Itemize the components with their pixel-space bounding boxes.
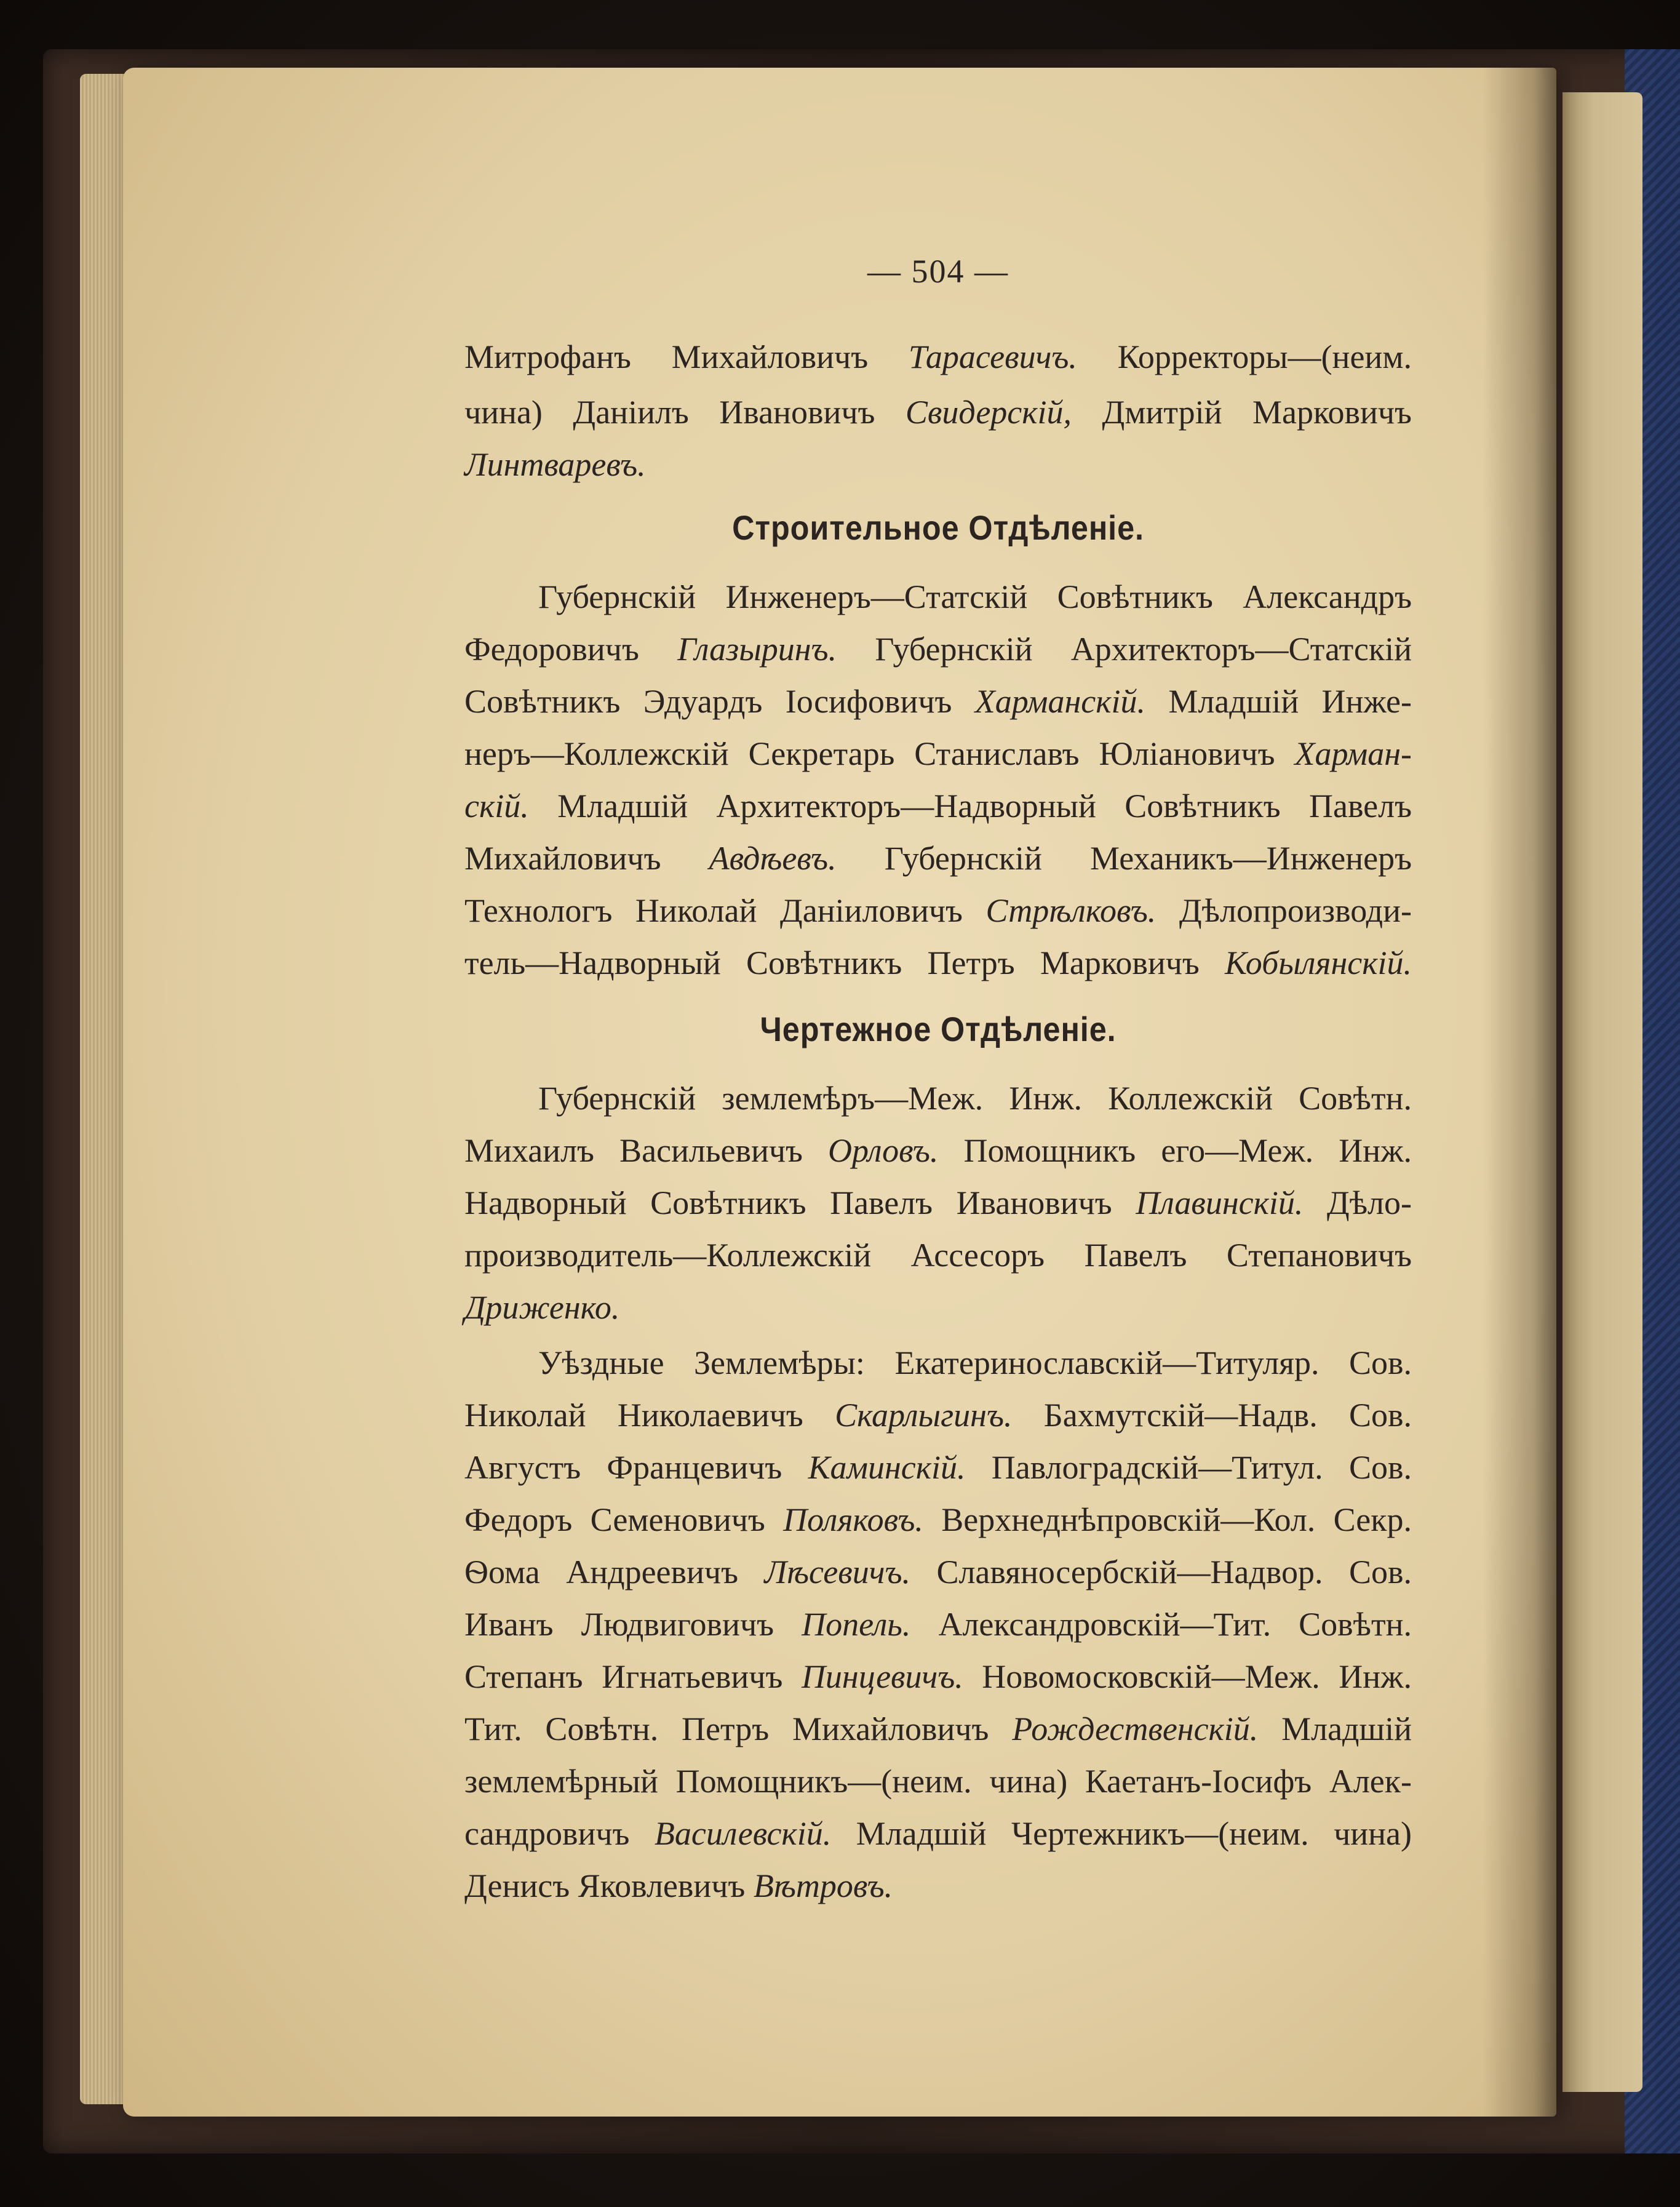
text-line bbox=[464, 1658, 1412, 1695]
text-line bbox=[464, 1184, 1412, 1221]
text-line bbox=[464, 1554, 1412, 1590]
book-page bbox=[123, 68, 1556, 2117]
text-span: Митрофанъ Михайловичъ bbox=[464, 338, 909, 375]
text-span: Губернскій Механикъ—Инженеръ bbox=[836, 840, 1412, 877]
text-span: Ѳома Андреевичъ bbox=[464, 1554, 765, 1590]
text-line bbox=[464, 338, 1412, 375]
text-span: Новомосковскій—Меж. Инж. bbox=[963, 1658, 1412, 1695]
text-span: Федоровичъ bbox=[464, 631, 678, 668]
text-span: производитель—Коллежскій Ассесоръ Павелъ Степановичъ bbox=[464, 1237, 1412, 1274]
italic-name: Плавинскій. bbox=[1136, 1184, 1304, 1221]
italic-name: Василевскій. bbox=[654, 1815, 832, 1852]
italic-name: Пинцевичъ. bbox=[801, 1658, 963, 1695]
text-span: тель—Надворный Совѣтникъ Петръ Марковичъ bbox=[464, 944, 1225, 981]
text-span: Младшій Чертежникъ—(неим. чина) bbox=[831, 1815, 1412, 1852]
text-span: Губернскій Инженеръ—Статскій Совѣтникъ Александръ bbox=[538, 578, 1412, 615]
page-gutter-shadow bbox=[1483, 68, 1556, 2117]
text-span: чина) Даніилъ Ивановичъ bbox=[464, 394, 906, 431]
text-span: сандровичъ bbox=[464, 1815, 655, 1852]
text-line bbox=[464, 944, 1412, 981]
text-span: Денисъ Яковлевичъ bbox=[464, 1867, 754, 1904]
text-line bbox=[464, 1237, 1412, 1274]
text-span: Тит. Совѣтн. Петръ Михайловичъ bbox=[464, 1710, 1013, 1747]
text-span: Верхнеднѣпровскій—Кол. Секр. bbox=[923, 1501, 1412, 1538]
text-span: Михайловичъ bbox=[464, 840, 709, 877]
text-span: Надворный Совѣтникъ Павелъ Ивановичъ bbox=[464, 1184, 1136, 1221]
italic-name: Авдѣевъ. bbox=[709, 840, 837, 877]
text-line bbox=[464, 735, 1412, 772]
italic-name: Харман- bbox=[1294, 735, 1412, 772]
text-line bbox=[464, 1867, 1412, 1904]
text-span: Младшій bbox=[1258, 1710, 1412, 1747]
italic-name: Рождественскій. bbox=[1012, 1710, 1259, 1747]
text-line bbox=[464, 788, 1412, 824]
text-span: Дѣлопроизводи- bbox=[1156, 892, 1412, 929]
text-line bbox=[464, 1501, 1412, 1538]
section-heading-drafting: Чертежное Отдѣленіе. bbox=[760, 1010, 1117, 1048]
text-span: Технологъ Николай Даніиловичъ bbox=[464, 892, 986, 929]
italic-name: Стрѣлковъ. bbox=[985, 892, 1156, 929]
text-line bbox=[464, 1397, 1412, 1434]
italic-name: Свидерскій, bbox=[905, 394, 1072, 431]
text-span: Николай Николаевичъ bbox=[464, 1397, 835, 1434]
italic-name: Каминскій. bbox=[808, 1449, 966, 1486]
section-heading-construction: Строительное Отдѣленіе. bbox=[732, 508, 1144, 547]
page-number: — 504 — bbox=[867, 253, 1009, 290]
text-line bbox=[464, 1815, 1412, 1852]
text-line bbox=[464, 1606, 1412, 1643]
text-line bbox=[464, 1080, 1412, 1117]
italic-name: Попель. bbox=[802, 1606, 911, 1643]
text-span: Дѣло- bbox=[1303, 1184, 1412, 1221]
text-span: Славяносербскій—Надвор. Сов. bbox=[910, 1554, 1412, 1590]
text-line bbox=[464, 1763, 1412, 1800]
text-line bbox=[464, 1344, 1412, 1381]
italic-name: Вѣтровъ. bbox=[753, 1867, 893, 1904]
text-span: Иванъ Людвиговичъ bbox=[464, 1606, 802, 1643]
text-span: Федоръ Семеновичъ bbox=[464, 1501, 784, 1538]
text-line bbox=[464, 1449, 1412, 1486]
italic-name: Линтваревъ. bbox=[464, 446, 646, 483]
text-span: Августъ Францевичъ bbox=[464, 1449, 808, 1486]
text-line bbox=[464, 578, 1412, 615]
text-line bbox=[464, 1132, 1412, 1169]
text-span: землемѣрный Помощникъ—(неим. чина) Каетанъ-Іосифъ Алек- bbox=[464, 1763, 1412, 1800]
text-span: Младшій Инже- bbox=[1145, 683, 1412, 720]
text-span: Младшій Архитекторъ—Надворный Совѣтникъ Павелъ bbox=[528, 788, 1412, 824]
text-span: Александровскій—Тит. Совѣтн. bbox=[910, 1606, 1412, 1643]
text-span: Бахмутскій—Надв. Сов. bbox=[1012, 1397, 1412, 1434]
italic-name: Харманскій. bbox=[974, 683, 1146, 720]
text-span: Губернскій землемѣръ—Меж. Инж. Коллежскій Совѣтн. bbox=[538, 1080, 1412, 1117]
italic-name: Кобылянскій. bbox=[1225, 944, 1412, 981]
text-span: Губернскій Архитекторъ—Статскій bbox=[837, 631, 1412, 668]
text-line bbox=[464, 840, 1412, 877]
text-span: Дмитрій Марковичъ bbox=[1072, 394, 1412, 431]
italic-name: Тарасевичъ. bbox=[908, 338, 1077, 375]
text-span: Михаилъ Васильевичъ bbox=[464, 1132, 829, 1169]
text-span: Степанъ Игнатьевичъ bbox=[464, 1658, 802, 1695]
italic-name: Орловъ. bbox=[828, 1132, 939, 1169]
text-line bbox=[464, 1710, 1412, 1747]
text-span: Уѣздные Землемѣры: Екатеринославскій—Титуляр. Сов. bbox=[538, 1344, 1412, 1381]
text-line bbox=[464, 1289, 1412, 1326]
italic-name: Скарлыгинъ. bbox=[835, 1397, 1013, 1434]
text-line bbox=[464, 631, 1412, 668]
facing-page-edge bbox=[1563, 92, 1642, 2092]
text-span: Корректоры—(неим. bbox=[1077, 338, 1412, 375]
text-span: Павлоградскій—Титул. Сов. bbox=[965, 1449, 1412, 1486]
text-line bbox=[464, 683, 1412, 720]
text-span: Совѣтникъ Эдуардъ Іосифовичъ bbox=[464, 683, 975, 720]
italic-name: Поляковъ. bbox=[783, 1501, 923, 1538]
italic-name: Глазыринъ. bbox=[677, 631, 837, 668]
italic-name: Лѣсевичъ. bbox=[764, 1554, 910, 1590]
text-line bbox=[464, 446, 1412, 483]
italic-name: Дриженко. bbox=[464, 1289, 620, 1326]
italic-name: скій. bbox=[464, 788, 529, 824]
text-span: Помощникъ его—Меж. Инж. bbox=[938, 1132, 1412, 1169]
text-line bbox=[464, 394, 1412, 431]
text-line bbox=[464, 892, 1412, 929]
text-span: неръ—Коллежскій Секретарь Станиславъ Юліановичъ bbox=[464, 735, 1295, 772]
